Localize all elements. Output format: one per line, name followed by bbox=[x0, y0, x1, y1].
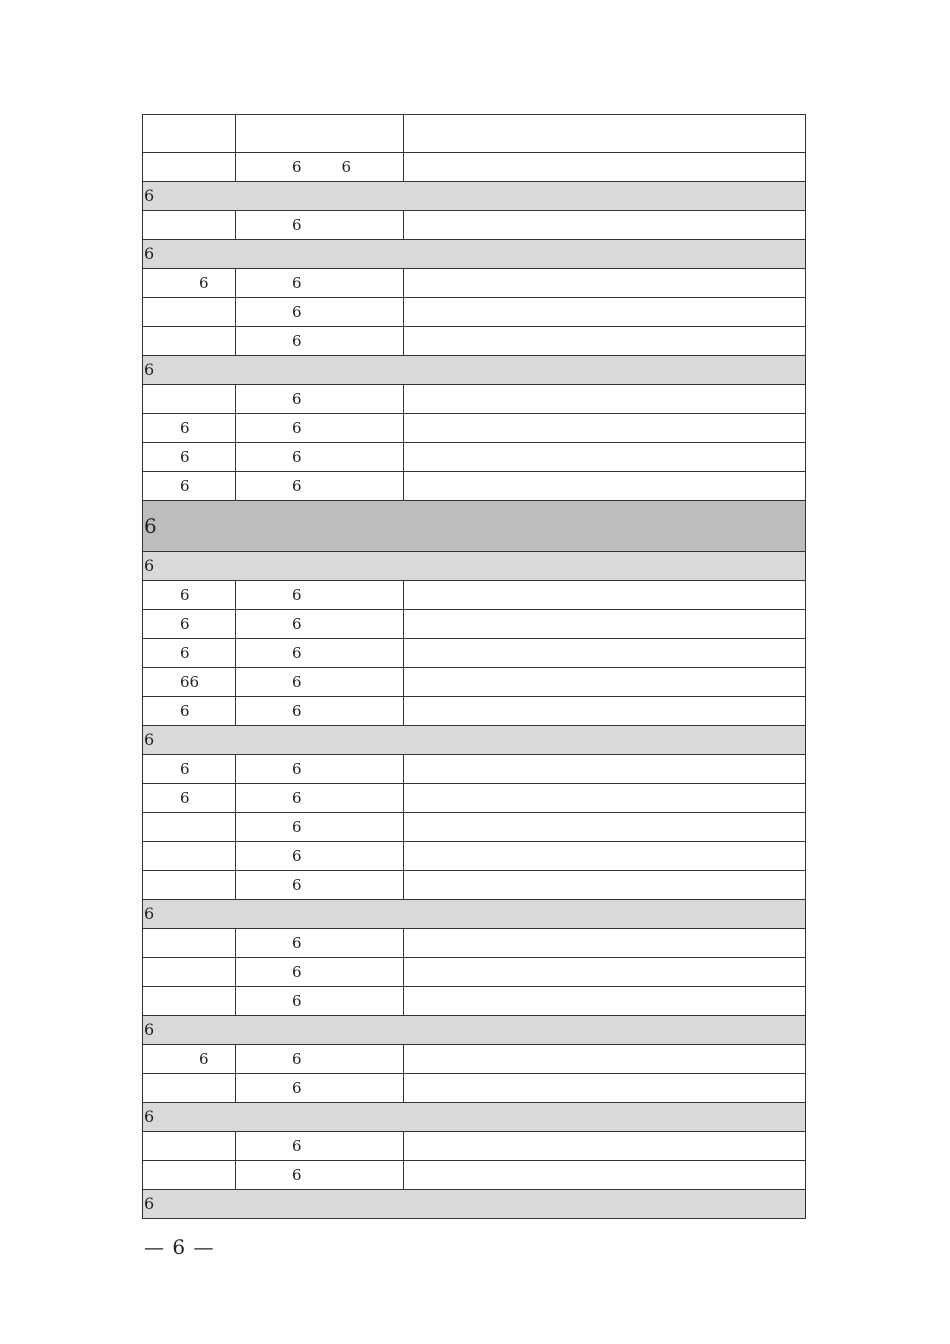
cell-col2-text: 6 bbox=[292, 1078, 302, 1097]
cell-col2 bbox=[236, 1045, 404, 1074]
table-row bbox=[143, 153, 806, 182]
cell-col3 bbox=[404, 1074, 806, 1103]
cell-col2-text: 6 bbox=[292, 875, 302, 894]
cell-col2-text: 6 bbox=[292, 788, 302, 807]
cell-col2-text: 6 bbox=[292, 962, 302, 981]
cell-col1-text: 6 bbox=[180, 585, 190, 604]
cell-col2-text: 6 bbox=[292, 672, 302, 691]
table-row bbox=[143, 269, 806, 298]
cell-col2-text: 6 bbox=[292, 331, 302, 350]
cell-col3 bbox=[404, 472, 806, 501]
table-row bbox=[143, 581, 806, 610]
cell-col2-text: 6 bbox=[292, 273, 302, 292]
cell-col1-text: 6 bbox=[180, 788, 190, 807]
cell-col1 bbox=[143, 1074, 236, 1103]
cell-col2-text: 6 bbox=[292, 1165, 302, 1184]
cell-col3 bbox=[404, 327, 806, 356]
cell-col2 bbox=[236, 472, 404, 501]
cell-col2 bbox=[236, 784, 404, 813]
cell-col1 bbox=[143, 958, 236, 987]
section-label: 6 bbox=[143, 552, 806, 581]
cell-col1-text: 6 bbox=[180, 418, 190, 437]
table-row bbox=[143, 1074, 806, 1103]
table-row bbox=[143, 987, 806, 1016]
cell-col1-text: 6 bbox=[180, 447, 190, 466]
table-row bbox=[143, 755, 806, 784]
table-row bbox=[143, 327, 806, 356]
cell-col1 bbox=[143, 987, 236, 1016]
cell-col1 bbox=[143, 1045, 236, 1074]
page-number: — 6 — bbox=[144, 1235, 215, 1259]
table-row bbox=[143, 385, 806, 414]
cell-col2-text: 6 bbox=[292, 1136, 302, 1155]
cell-col1 bbox=[143, 1161, 236, 1190]
cell-col1-text: 6 bbox=[180, 476, 190, 495]
cell-col2 bbox=[236, 1132, 404, 1161]
table-row bbox=[143, 1045, 806, 1074]
table-row bbox=[143, 298, 806, 327]
data-table bbox=[142, 114, 806, 1219]
cell-col2 bbox=[236, 697, 404, 726]
cell-col3 bbox=[404, 987, 806, 1016]
cell-col2 bbox=[236, 211, 404, 240]
cell-col2-text: 6 bbox=[292, 447, 302, 466]
cell-col2 bbox=[236, 842, 404, 871]
table-row bbox=[143, 211, 806, 240]
cell-col2-text: 6 bbox=[292, 1049, 302, 1068]
cell-col1 bbox=[143, 211, 236, 240]
cell-col2 bbox=[236, 153, 404, 182]
section-label: 6 bbox=[143, 1103, 806, 1132]
cell-col2-text: 6 bbox=[292, 846, 302, 865]
cell-col2-text: 6 bbox=[292, 215, 302, 234]
section-row bbox=[143, 726, 806, 755]
section-row bbox=[143, 900, 806, 929]
cell-col3 bbox=[404, 697, 806, 726]
table-row bbox=[143, 639, 806, 668]
section-label: 6 bbox=[143, 501, 806, 552]
table-row bbox=[143, 1132, 806, 1161]
cell-col2-text: 6 bbox=[292, 476, 302, 495]
cell-col1 bbox=[143, 755, 236, 784]
cell-col1 bbox=[143, 327, 236, 356]
section-row bbox=[143, 1016, 806, 1045]
table-body bbox=[143, 115, 806, 1219]
cell-col3 bbox=[404, 269, 806, 298]
cell-col2-text: 6 bbox=[292, 759, 302, 778]
table-row bbox=[143, 871, 806, 900]
cell-col2-text: 6 bbox=[292, 701, 302, 720]
cell-col3 bbox=[404, 871, 806, 900]
section-label: 6 bbox=[143, 182, 806, 211]
cell-col2 bbox=[236, 813, 404, 842]
cell-col2 bbox=[236, 958, 404, 987]
table-header-row bbox=[143, 115, 806, 153]
cell-col2 bbox=[236, 443, 404, 472]
cell-col2 bbox=[236, 269, 404, 298]
cell-col2-text: 6 bbox=[292, 614, 302, 633]
table-row bbox=[143, 784, 806, 813]
cell-col2 bbox=[236, 298, 404, 327]
table-row bbox=[143, 929, 806, 958]
cell-col1 bbox=[143, 842, 236, 871]
cell-col2 bbox=[236, 385, 404, 414]
cell-col3 bbox=[404, 842, 806, 871]
cell-col1-text: 6 bbox=[180, 643, 190, 662]
cell-col2-text: 6 bbox=[292, 643, 302, 662]
section-label: 6 bbox=[143, 1016, 806, 1045]
table-row bbox=[143, 1161, 806, 1190]
cell-col1 bbox=[143, 385, 236, 414]
cell-col3 bbox=[404, 414, 806, 443]
cell-col2-text: 6 bbox=[292, 991, 302, 1010]
section-label: 6 bbox=[143, 900, 806, 929]
cell-col2-text: 6 bbox=[292, 933, 302, 952]
cell-col2 bbox=[236, 755, 404, 784]
cell-col2-text: 6 bbox=[292, 302, 302, 321]
major-section-row bbox=[143, 501, 806, 552]
cell-col1 bbox=[143, 443, 236, 472]
cell-col2 bbox=[236, 929, 404, 958]
section-row bbox=[143, 182, 806, 211]
cell-col3 bbox=[404, 958, 806, 987]
cell-col3 bbox=[404, 610, 806, 639]
cell-col2 bbox=[236, 327, 404, 356]
cell-col1 bbox=[143, 1132, 236, 1161]
cell-col3 bbox=[404, 153, 806, 182]
cell-col1 bbox=[143, 115, 236, 153]
cell-col1 bbox=[143, 929, 236, 958]
cell-col3 bbox=[404, 1161, 806, 1190]
cell-col2-text-second: 6 bbox=[341, 157, 352, 176]
table-row bbox=[143, 813, 806, 842]
cell-col3 bbox=[404, 813, 806, 842]
cell-col1 bbox=[143, 581, 236, 610]
cell-col1 bbox=[143, 697, 236, 726]
cell-col3 bbox=[404, 298, 806, 327]
cell-col1-text: 66 bbox=[180, 672, 200, 691]
cell-col3 bbox=[404, 668, 806, 697]
section-row bbox=[143, 356, 806, 385]
table-row bbox=[143, 842, 806, 871]
cell-col3 bbox=[404, 581, 806, 610]
table-row bbox=[143, 472, 806, 501]
cell-col3 bbox=[404, 115, 806, 153]
cell-col1-text: 6 bbox=[180, 701, 190, 720]
cell-col1 bbox=[143, 668, 236, 697]
cell-col3 bbox=[404, 1045, 806, 1074]
section-row bbox=[143, 552, 806, 581]
cell-col2-text: 6 bbox=[292, 585, 302, 604]
section-row bbox=[143, 1103, 806, 1132]
cell-col2 bbox=[236, 871, 404, 900]
cell-col2 bbox=[236, 581, 404, 610]
cell-col2 bbox=[236, 987, 404, 1016]
cell-col2 bbox=[236, 1074, 404, 1103]
cell-col1-text: 6 bbox=[180, 759, 190, 778]
cell-col1 bbox=[143, 639, 236, 668]
cell-col3 bbox=[404, 639, 806, 668]
cell-col2-text: 6 bbox=[292, 389, 302, 408]
cell-col1-text: 6 bbox=[199, 1049, 209, 1068]
cell-col2 bbox=[236, 668, 404, 697]
table-row bbox=[143, 958, 806, 987]
table-row bbox=[143, 414, 806, 443]
cell-col3 bbox=[404, 211, 806, 240]
cell-col1 bbox=[143, 414, 236, 443]
table-row bbox=[143, 610, 806, 639]
cell-col1 bbox=[143, 610, 236, 639]
cell-col1 bbox=[143, 472, 236, 501]
cell-col1 bbox=[143, 784, 236, 813]
cell-col3 bbox=[404, 443, 806, 472]
cell-col3 bbox=[404, 385, 806, 414]
cell-col2 bbox=[236, 639, 404, 668]
cell-col1 bbox=[143, 298, 236, 327]
cell-col2 bbox=[236, 610, 404, 639]
cell-col1 bbox=[143, 269, 236, 298]
table-row bbox=[143, 697, 806, 726]
cell-col2 bbox=[236, 1161, 404, 1190]
cell-col1 bbox=[143, 153, 236, 182]
section-row bbox=[143, 240, 806, 269]
cell-col3 bbox=[404, 755, 806, 784]
cell-col3 bbox=[404, 929, 806, 958]
section-label: 6 bbox=[143, 356, 806, 385]
cell-col3 bbox=[404, 1132, 806, 1161]
cell-col2-text: 6 bbox=[292, 157, 302, 176]
cell-col2-text: 6 bbox=[292, 418, 302, 437]
section-label: 6 bbox=[143, 726, 806, 755]
cell-col1-text: 6 bbox=[199, 273, 209, 292]
cell-col2-text: 6 bbox=[292, 817, 302, 836]
cell-col2 bbox=[236, 115, 404, 153]
cell-col1 bbox=[143, 813, 236, 842]
section-label: 6 bbox=[143, 240, 806, 269]
table-row bbox=[143, 668, 806, 697]
cell-col1-text: 6 bbox=[180, 614, 190, 633]
section-label: 6 bbox=[143, 1190, 806, 1219]
cell-col1 bbox=[143, 871, 236, 900]
section-row bbox=[143, 1190, 806, 1219]
cell-col2 bbox=[236, 414, 404, 443]
table-row bbox=[143, 443, 806, 472]
cell-col3 bbox=[404, 784, 806, 813]
